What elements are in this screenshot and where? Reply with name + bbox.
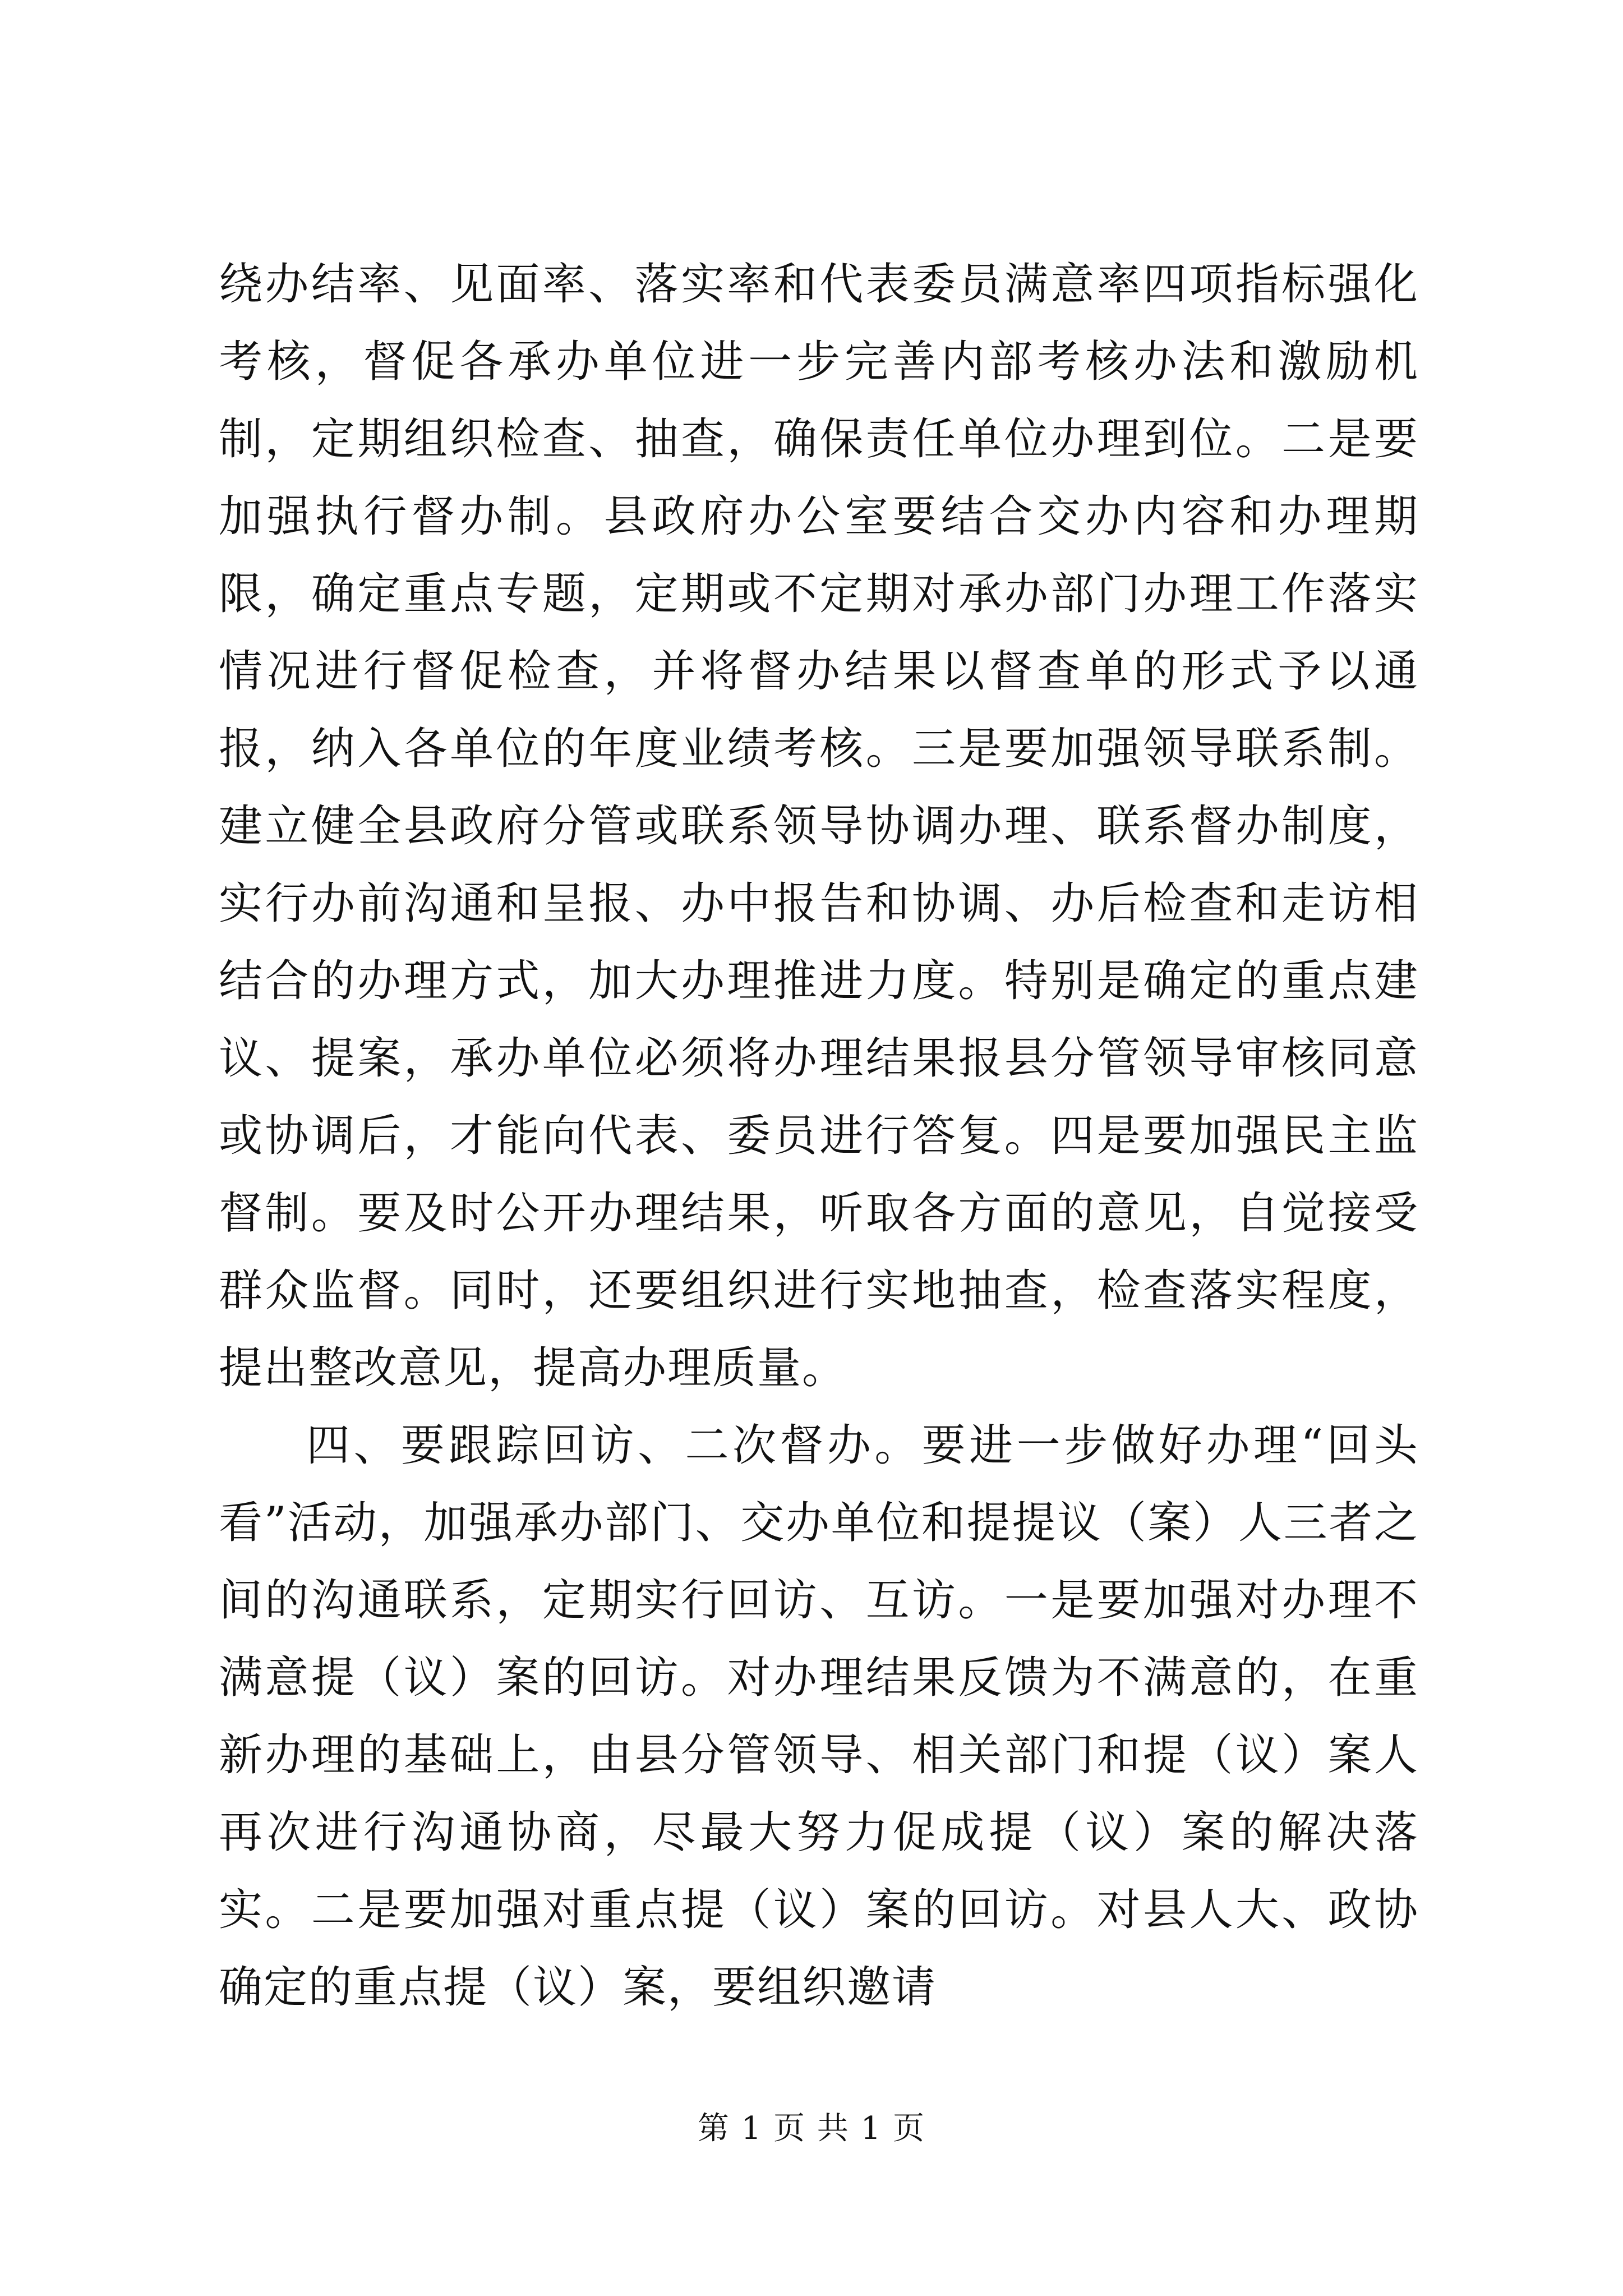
document-body [219, 246, 1419, 2026]
page-number-footer: 第 1 页 共 1 页 [697, 2110, 926, 2147]
paragraph-2: 四、要跟踪回访、二次督办。要进一步做好办理“回头看”活动，加强承办部门、交办单位和提提议（案）人三者之间的沟通联系，定期实行回访、互访。一是要加强对办理不满意提（议）案的回访。对办理结果反馈为不满意的，在重新办理的基础上，由县分管领导、相关部门和提（议）案人再次进行沟通协商，尽最大努力促成提（议）案的解决落实。二是要加强对重点提（议）案的回访。对县人大、政协确定的重点提（议）案，要组织邀请 [219, 1420, 1419, 2013]
paragraph-1: 绕办结率、见面率、落实率和代表委员满意率四项指标强化考核，督促各承办单位进一步完善内部考核办法和激励机制，定期组织检查、抽查，确保责任单位办理到位。二是要加强执行督办制。县政府办公室要结合交办内容和办理期限，确定重点专题，定期或不定期对承办部门办理工作落实情况进行督促检查，并将督办结果以督查单的形式予以通报，纳入各单位的年度业绩考核。三是要加强领导联系制。建立健全县政府分管或联系领导协调办理、联系督办制度，实行办前沟通和呈报、办中报告和协调、办后检查和走访相结合的办理方式，加大办理推进力度。特别是确定的重点建议、提案，承办单位必须将办理结果报县分管领导审核同意或协调后，才能向代表、委员进行答复。四是要加强民主监督制。要及时公开办理结果，听取各方面的意见，自觉接受群众监督。同时，还要组织进行实地抽查，检查落实程度，提出整改意见，提高办理质量。 [219, 259, 1419, 1393]
